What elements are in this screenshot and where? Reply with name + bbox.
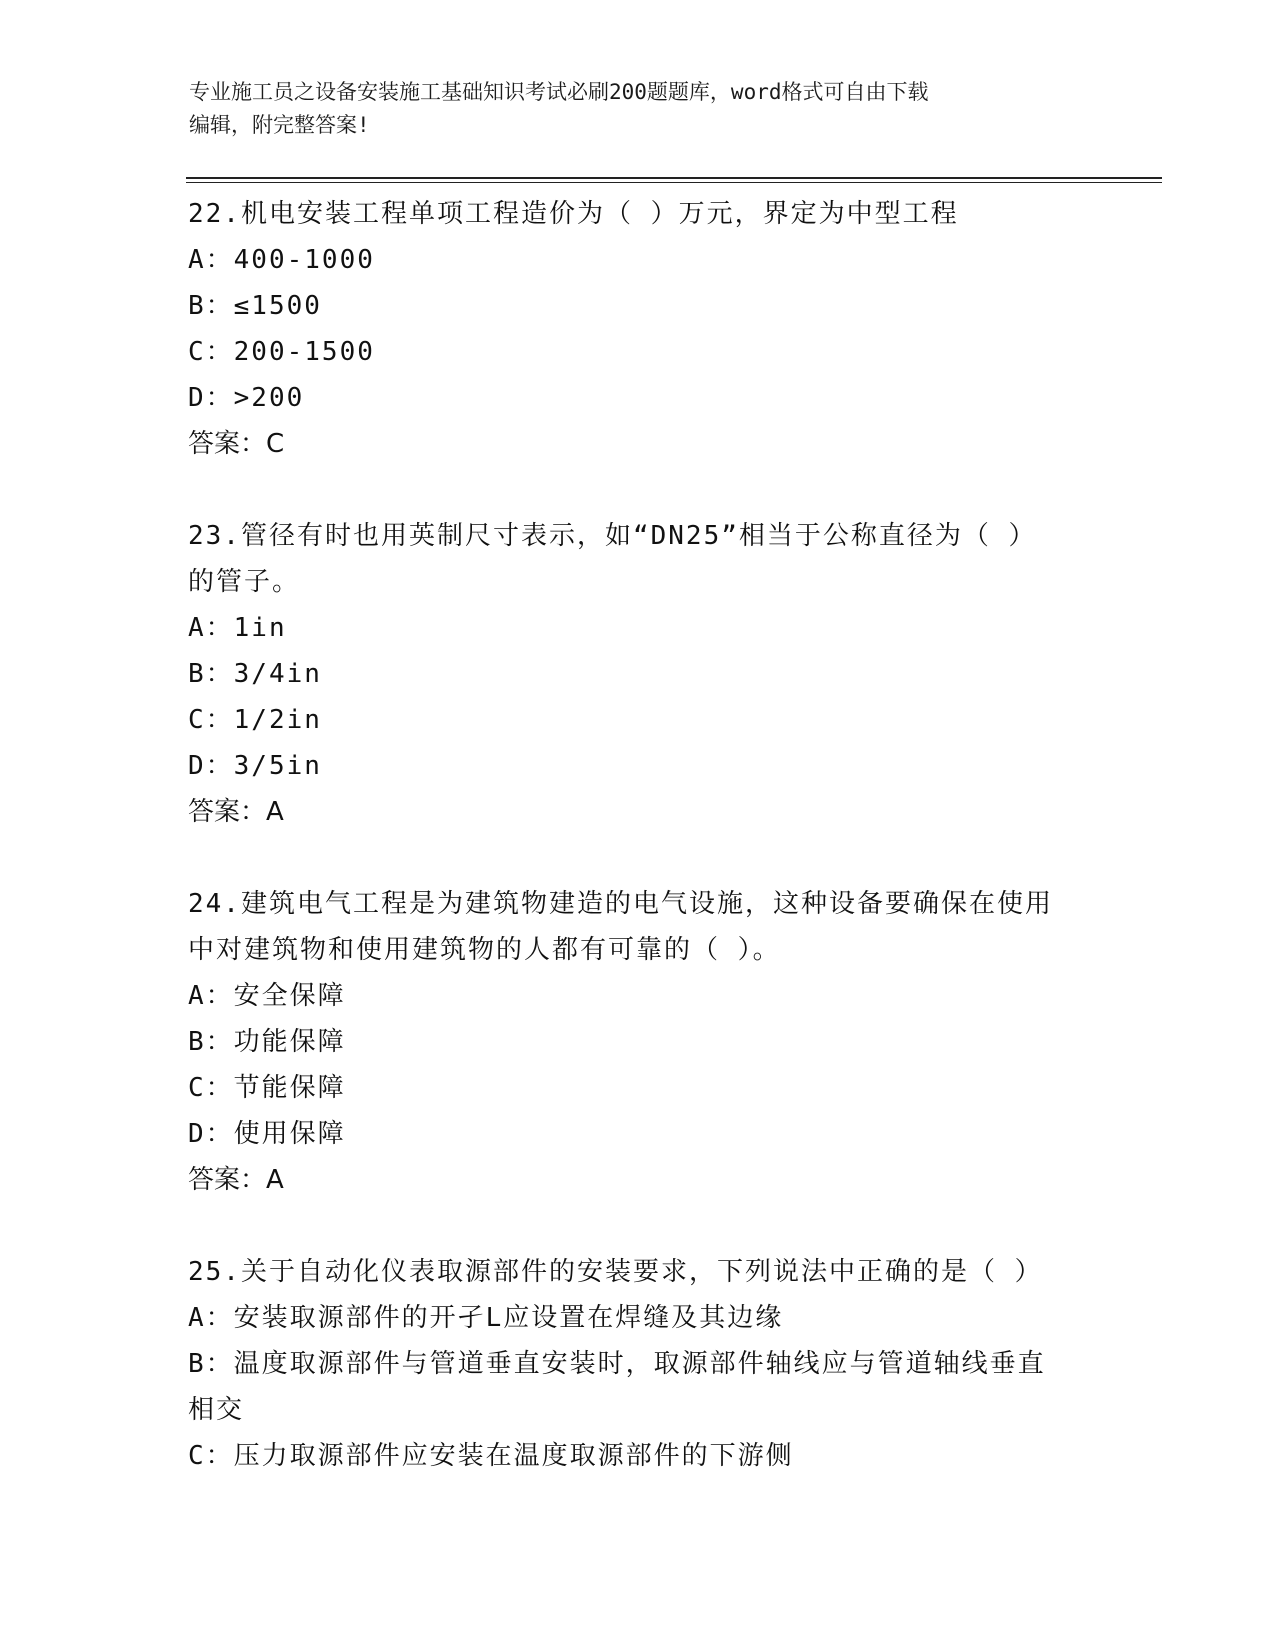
question-22 — [188, 191, 1088, 467]
option-a: A：安装取源部件的开孑L应设置在焊缝及其边缘 — [188, 1303, 784, 1333]
option-c: C：200-1500 — [188, 337, 375, 367]
option-b: B：≤1500 — [188, 291, 322, 321]
option-d: D：>200 — [188, 383, 305, 413]
header-line-2: 编辑，附完整答案! — [189, 113, 370, 137]
question-25 — [188, 1249, 1088, 1479]
option-a: A：安全保障 — [188, 981, 346, 1011]
question-title: 25.关于自动化仪表取源部件的安装要求，下列说法中正确的是（ ） — [188, 1257, 1043, 1287]
document-header — [189, 76, 1089, 142]
question-title: 23.管径有时也用英制尺寸表示，如“DN25”相当于公称直径为（ ） 的管子。 — [188, 521, 1037, 597]
answer: 答案：C — [188, 429, 285, 459]
option-a: A：1in — [188, 613, 287, 643]
header-line-1: 专业施工员之设备安装施工基础知识考试必刷200题题库，word格式可自由下载 — [189, 80, 929, 104]
option-c: C：压力取源部件应安装在温度取源部件的下游侧 — [188, 1441, 794, 1471]
option-b: B：3/4in — [188, 659, 322, 689]
question-23 — [188, 513, 1088, 835]
option-d: D：3/5in — [188, 751, 322, 781]
option-d: D：使用保障 — [188, 1119, 346, 1149]
question-list — [188, 191, 1088, 1525]
header-divider-thick — [186, 177, 1162, 179]
option-b: B：功能保障 — [188, 1027, 346, 1057]
question-title: 22.机电安装工程单项工程造价为（ ）万元，界定为中型工程 — [188, 199, 959, 229]
option-c: C：1/2in — [188, 705, 322, 735]
answer: 答案：A — [188, 797, 284, 827]
header-divider-thin — [186, 182, 1162, 183]
option-b: B：温度取源部件与管道垂直安装时，取源部件轴线应与管道轴线垂直 相交 — [188, 1349, 1046, 1425]
question-title: 24.建筑电气工程是为建筑物建造的电气设施，这种设备要确保在使用 中对建筑物和使用建筑物的人都有可靠的（ ）。 — [188, 889, 1053, 965]
question-24 — [188, 881, 1088, 1203]
option-c: C：节能保障 — [188, 1073, 346, 1103]
option-a: A：400-1000 — [188, 245, 375, 275]
answer: 答案：A — [188, 1165, 284, 1195]
